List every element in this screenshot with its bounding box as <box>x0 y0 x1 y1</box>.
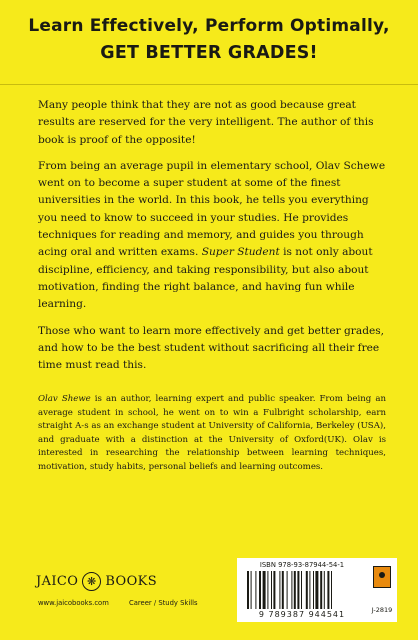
side-code-panel <box>367 558 397 622</box>
author-bio <box>38 393 386 475</box>
side-code: J-2819 <box>371 606 393 614</box>
publisher-name-left: JAICO <box>36 574 79 589</box>
blurb-paragraph-3: Those who want to learn more effectively and get better grades, and how to be the best student without sacrificing all their free time must read this. <box>38 324 385 372</box>
author-bio-text: is an author, learning expert and public speaker. From being an average student in school, he went on to win a Fulbright scholarship, earn straight A-s as an exchange student at University of California, Berkeley (USA), and graduate with a distinction at the University of Oxford(UK). Olav is interested in researching the relationship between learning techniques, motivation, study habits, personal beliefs and learning outcomes. <box>38 394 386 472</box>
blurb-paragraph-2 <box>38 158 386 314</box>
headline-line1: Learn Effectively, Perform Optimally, <box>28 16 390 36</box>
publisher-badge-icon <box>373 566 391 588</box>
divider <box>0 84 418 85</box>
barcode-digits: 9 789387 944541 <box>258 610 346 619</box>
publisher-logo <box>36 572 157 591</box>
barcode-bars-icon <box>247 571 357 609</box>
headline-line2: GET BETTER GRADES! <box>100 43 318 63</box>
publisher-website: www.jaicobooks.com <box>38 599 109 607</box>
publisher-emblem-icon: ❋ <box>82 572 101 591</box>
blurb-paragraph-2-text: From being an average pupil in elementary school, Olav Schewe went on to become a super student at some of the finest universities in the world. In this book, he tells you everything you need to know to succeed in your studies. He provides techniques for reading and memory, and guides you through acing oral and written exams. <box>38 159 386 259</box>
blurb-paragraph-2-continued: is not only about discipline, efficiency, and taking responsibility, but also about motivation, finding the right balance, and having fun while learning. <box>38 246 373 311</box>
book-category: Career / Study Skills <box>129 599 198 607</box>
blurb-paragraph-1: Many people think that they are not as good because great results are reserved for the very intelligent. The author of this book is proof of the opposite! <box>38 99 374 146</box>
book-title-italic: Super Student <box>201 246 280 259</box>
barcode <box>237 558 367 622</box>
headline <box>0 14 418 65</box>
isbn-text: ISBN 978-93-87944-54-1 <box>259 561 345 569</box>
publisher-name-right: BOOKS <box>105 574 158 589</box>
book-blurb <box>38 97 386 383</box>
author-name: Olav Shewe <box>38 394 91 404</box>
